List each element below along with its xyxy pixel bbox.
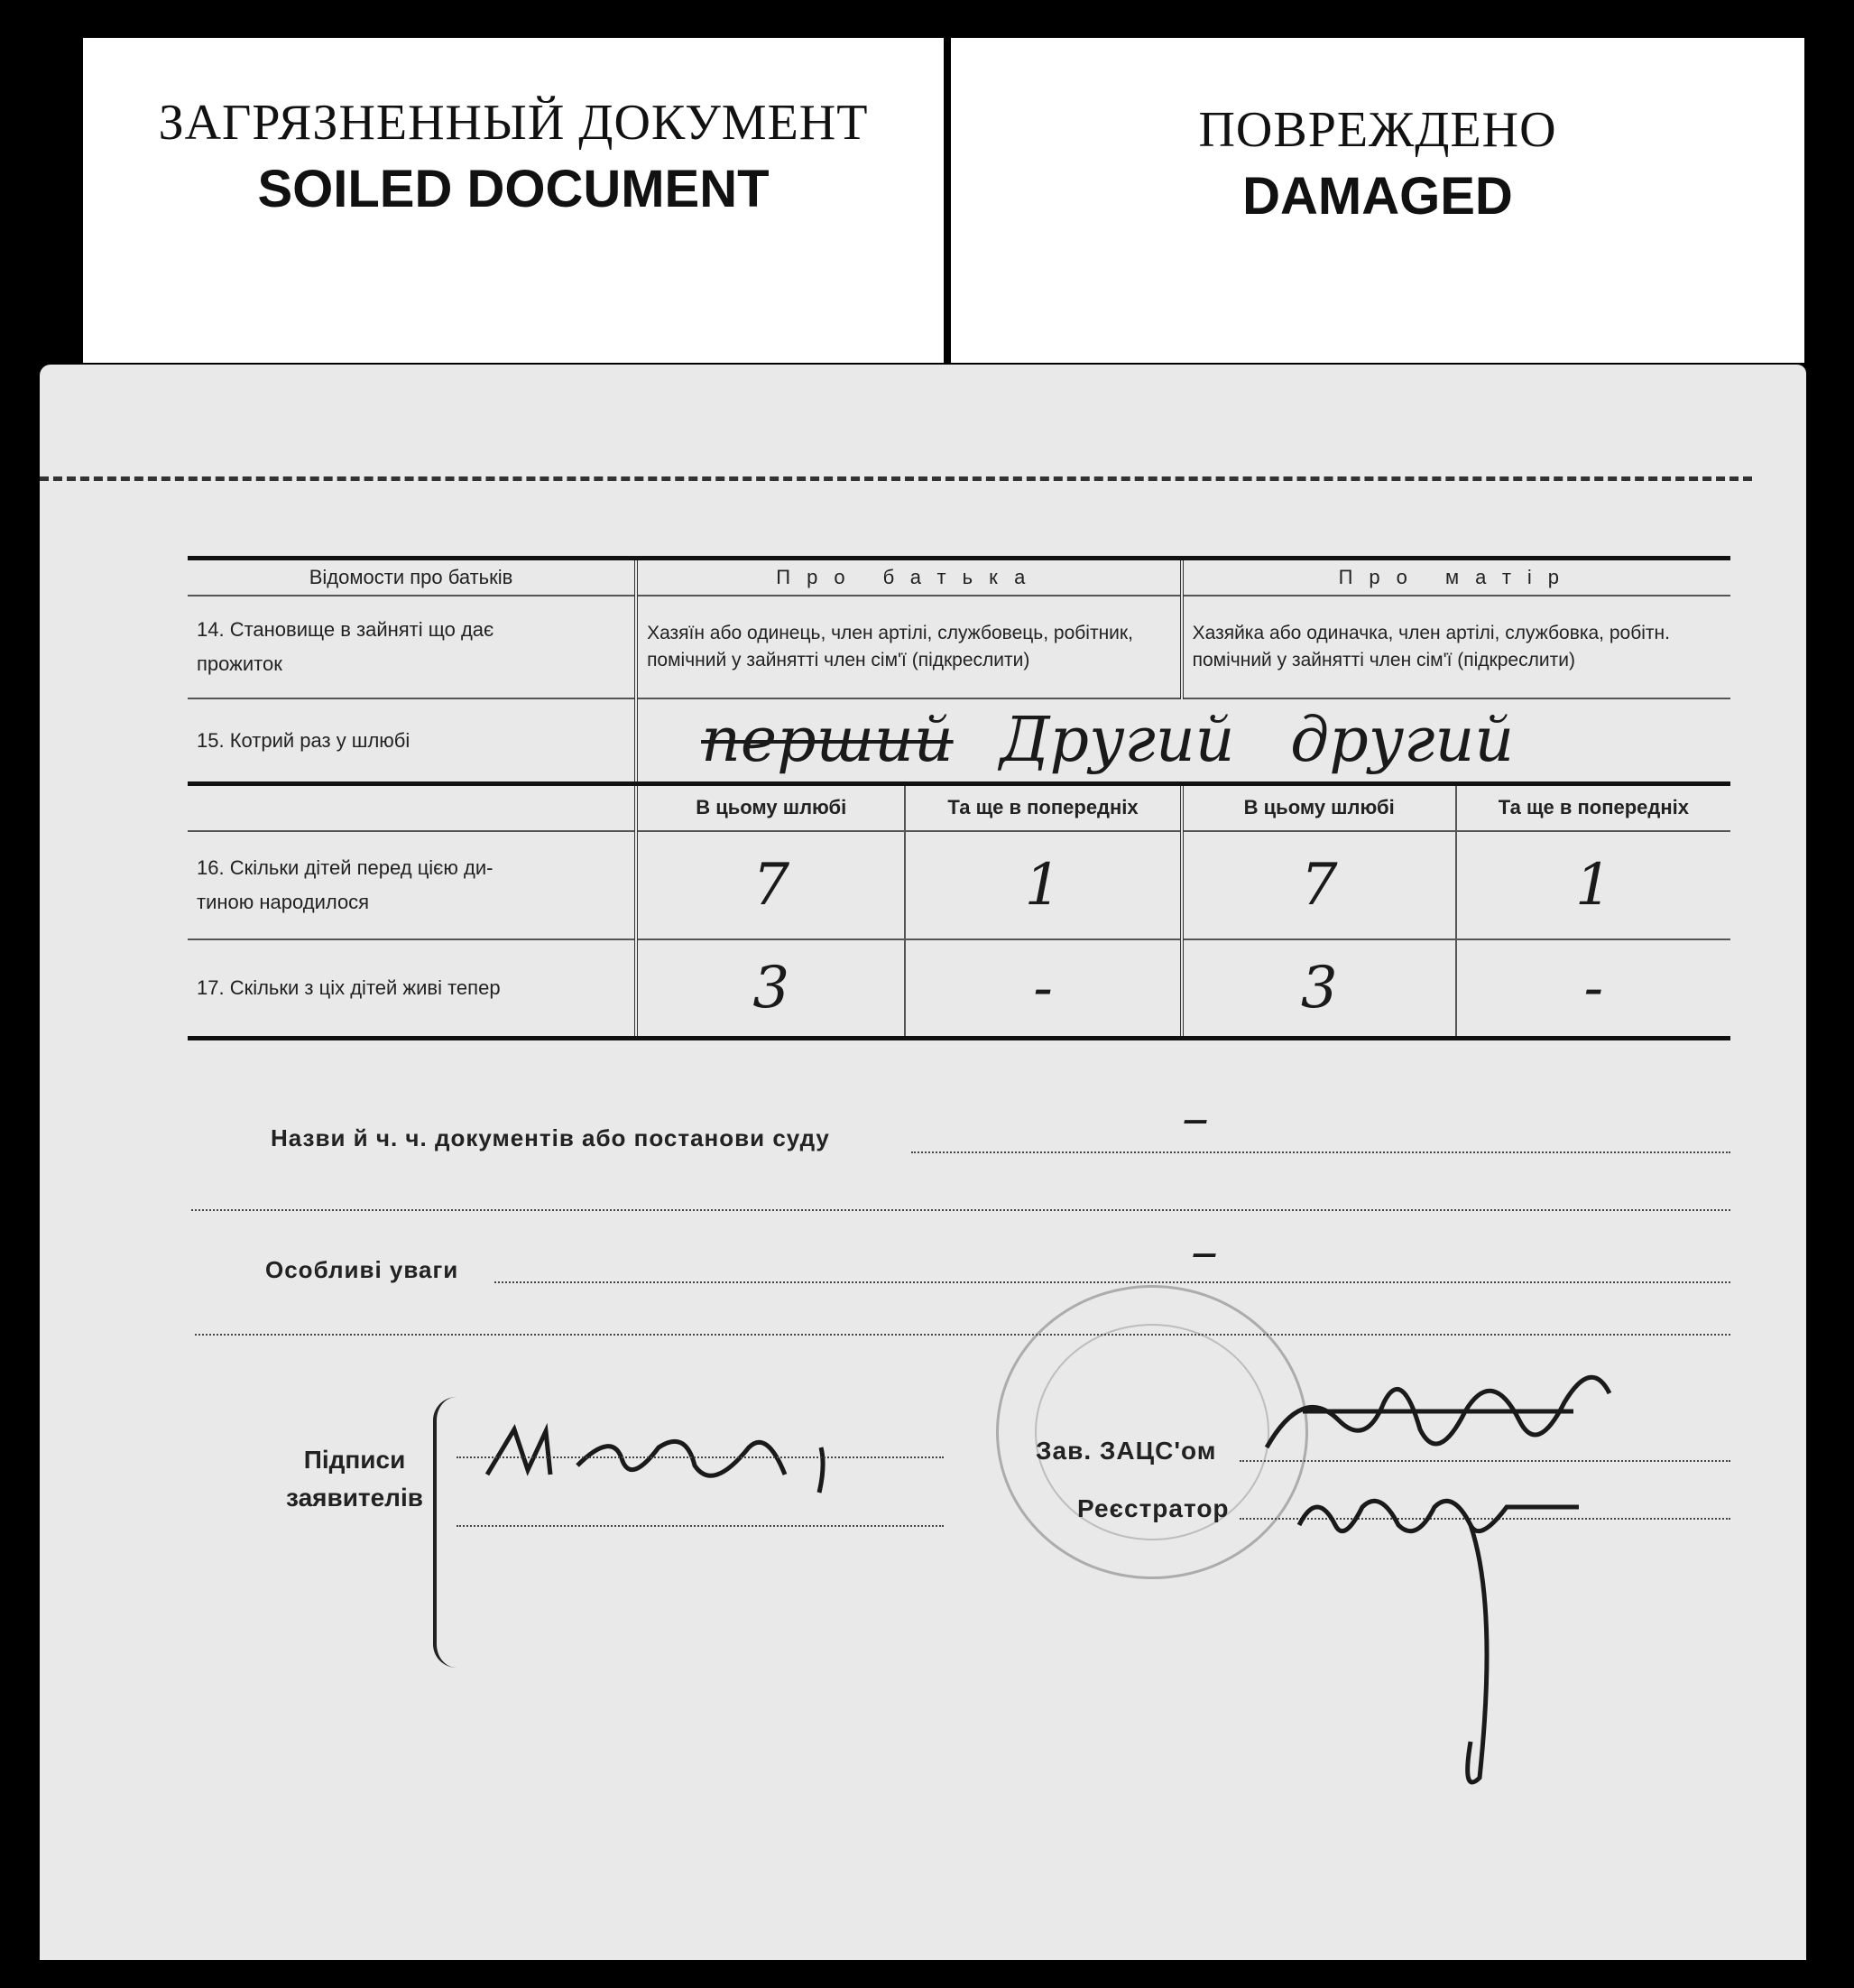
row17-father-this: 3 bbox=[636, 939, 905, 1039]
row17-mother-previous: - bbox=[1456, 939, 1730, 1039]
documents-value: – bbox=[1182, 1086, 1209, 1150]
header-father: Про батька bbox=[636, 559, 1182, 596]
row14-mother-options: Хазяйка або одиначка, член артілі, службовка, робітн. помічний у зайнятті член сім'ї (підкреслити) bbox=[1182, 596, 1730, 698]
form-sheet bbox=[40, 365, 1806, 1960]
row16-label bbox=[188, 831, 636, 939]
table-subheader-row bbox=[188, 784, 1730, 831]
row16-label-line2: тиною народилося bbox=[197, 890, 370, 913]
documents-dotline-1 bbox=[911, 1151, 1730, 1153]
soiled-label-ru: ЗАГРЯЗНЕННЫЙ ДОКУМЕНТ bbox=[158, 95, 869, 151]
damaged-label-ru: ПОВРЕЖДЕНО bbox=[1198, 102, 1557, 158]
row15-mother-value: другий bbox=[1290, 705, 1515, 776]
row14-label-line1: 14. Становище в зайняті що дає bbox=[197, 618, 494, 641]
subheader-mother-previous: Та ще в попередніх bbox=[1456, 784, 1730, 831]
head-registry-label: Зав. ЗАЦС'ом bbox=[1036, 1437, 1217, 1465]
row17-label: 17. Скільки з ціх дітей живі тепер bbox=[188, 939, 636, 1039]
table-row-16 bbox=[188, 831, 1730, 939]
applicants-label-line2: заявителів bbox=[286, 1484, 423, 1512]
table-row-15 bbox=[188, 698, 1730, 784]
soiled-document-label bbox=[83, 38, 944, 363]
row16-father-previous: 1 bbox=[905, 831, 1181, 939]
row16-father-this: 7 bbox=[636, 831, 905, 939]
row15-struck-value: перший bbox=[701, 705, 954, 776]
subheader-mother-this: В цьому шлюбі bbox=[1182, 784, 1456, 831]
applicants-brace bbox=[433, 1397, 464, 1668]
row16-label-line1: 16. Скільки дітей перед цією ди- bbox=[197, 855, 493, 879]
row14-father-options: Хазяїн або одинець, член артілі, службовець, робітник, помічний у зайнятті член сім'ї (підкреслити) bbox=[636, 596, 1182, 698]
remarks-dotline-1 bbox=[494, 1281, 1730, 1283]
row16-mother-previous: 1 bbox=[1456, 831, 1730, 939]
row17-father-previous: - bbox=[905, 939, 1181, 1039]
documents-label: Назви й ч. ч. документів або постанови суду bbox=[271, 1124, 830, 1151]
subheader-father-previous: Та ще в попередніх bbox=[905, 784, 1181, 831]
header-parents-info: Відомости про батьків bbox=[188, 559, 636, 596]
table-row-14 bbox=[188, 596, 1730, 698]
row14-label-line2: прожиток bbox=[197, 652, 282, 675]
header-mother: Про матір bbox=[1182, 559, 1730, 596]
row15-father-value: Другий bbox=[1000, 705, 1235, 776]
remarks-dotline-2 bbox=[195, 1334, 1730, 1336]
registrar-signature bbox=[1290, 1471, 1633, 1799]
row16-mother-this: 7 bbox=[1182, 831, 1456, 939]
applicants-label bbox=[278, 1446, 431, 1512]
subheader-father-this: В цьому шлюбі bbox=[636, 784, 905, 831]
soiled-label-en: SOILED DOCUMENT bbox=[257, 160, 770, 218]
applicant-signature bbox=[478, 1411, 875, 1514]
row15-value-cell bbox=[636, 698, 1730, 784]
parents-info-table bbox=[188, 556, 1730, 1040]
table-header-row bbox=[188, 559, 1730, 596]
subheader-empty bbox=[188, 784, 636, 831]
row15-label: 15. Котрий раз у шлюбі bbox=[188, 698, 636, 784]
table-row-17 bbox=[188, 939, 1730, 1039]
row14-label bbox=[188, 596, 636, 698]
damaged-document-label bbox=[951, 38, 1804, 363]
perforation-line bbox=[40, 476, 1752, 481]
remarks-label: Особливі уваги bbox=[265, 1256, 459, 1283]
registrar-label: Реєстратор bbox=[1077, 1494, 1230, 1522]
documents-dotline-2 bbox=[191, 1209, 1730, 1211]
row17-mother-this: 3 bbox=[1182, 939, 1456, 1039]
applicant-dotline-2 bbox=[457, 1525, 944, 1527]
applicants-label-line1: Підписи bbox=[303, 1446, 406, 1474]
applicant-dotline-1 bbox=[457, 1456, 944, 1458]
damaged-label-en: DAMAGED bbox=[1242, 167, 1513, 226]
remarks-value: – bbox=[1191, 1220, 1218, 1283]
